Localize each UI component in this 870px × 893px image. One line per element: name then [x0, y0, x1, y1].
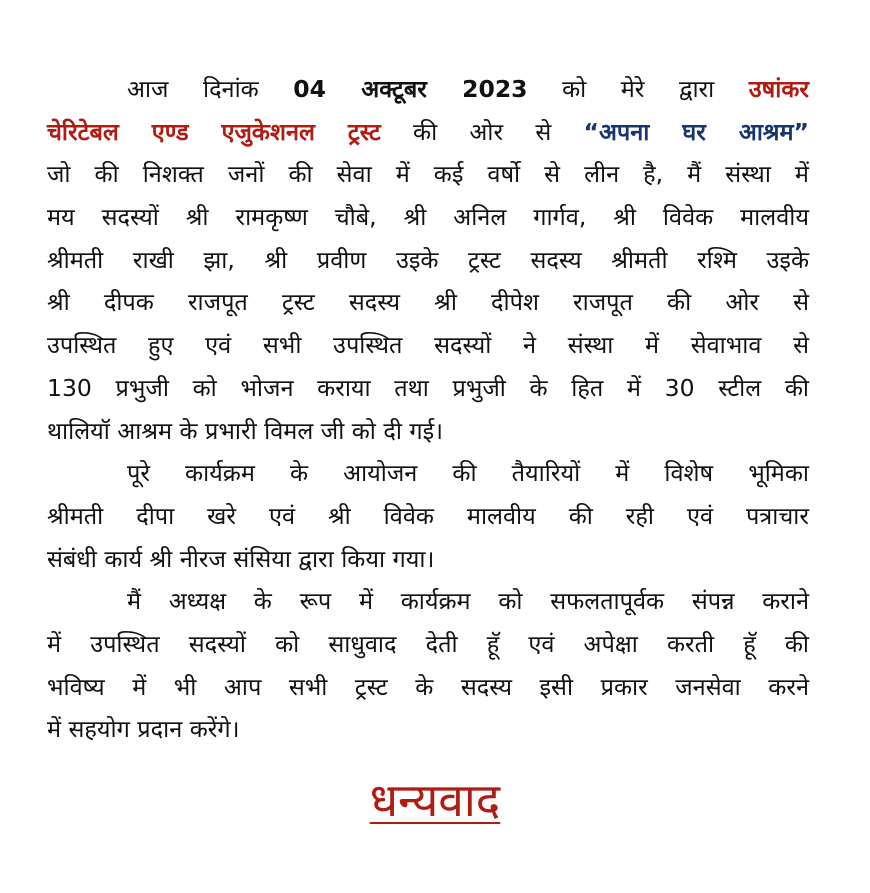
paragraph-3 [47, 580, 809, 751]
paragraph-1-line-1 [47, 68, 809, 111]
paragraph-2-line-3: संबंधी कार्य श्री नीरज संसिया द्वारा किया गया। [47, 544, 435, 573]
paragraph-1 [47, 68, 809, 452]
paragraph-3-line-1: मैं अध्यक्ष के रूप में कार्यक्रम को सफलतापूर्वक संपन्न कराने [127, 587, 809, 616]
paragraph-1-line-9: थालियॉ आश्रम के प्रभारी विमल जी को दी गई। [47, 416, 444, 445]
event-date: 04 अक्टूबर 2023 [293, 75, 528, 103]
paragraph-2-line-1: पूरे कार्यक्रम के आयोजन की तैयारियों में विशेष भूमिका [127, 459, 809, 488]
paragraph-3-line-3: भविष्य में भी आप सभी ट्रस्ट के सदस्य इसी प्रकार जनसेवा करने [47, 672, 809, 701]
paragraph-1-line-3: जो की निशक्त जनों की सेवा में कई वर्षो से लीन है, मैं संस्था में [47, 160, 809, 189]
paragraph-1-line-7: उपस्थित हुए एवं सभी उपस्थित सदस्यों ने संस्था में सेवाभाव से [47, 331, 809, 360]
closing [0, 768, 870, 830]
paragraph-2 [47, 452, 809, 580]
paragraph-1-line-2 [47, 111, 809, 154]
paragraph-1-line-8: 130 प्रभुजी को भोजन कराया तथा प्रभुजी के हित में 30 स्टील की [47, 373, 809, 402]
paragraph-3-line-2: में उपस्थित सदस्यों को साधुवाद देती हूॅ एवं अपेक्षा करती हूॅ की [47, 629, 809, 658]
paragraph-1-line-6: श्री दीपक राजपूत ट्रस्ट सदस्य श्री दीपेश राजपूत की ओर से [47, 288, 809, 317]
paragraph-1-line-5: श्रीमती राखी झा, श्री प्रवीण उइके ट्रस्ट सदस्य श्रीमती रश्मि उइके [47, 245, 809, 274]
paragraph-2-line-2: श्रीमती दीपा खरे एवं श्री विवेक मालवीय की रही एवं पत्राचार [47, 501, 809, 530]
trust-name-part-1: उषांकर [748, 75, 809, 103]
text-segment: को मेरे द्वारा [527, 75, 749, 103]
thank-you-text: धन्यवाद [369, 773, 501, 827]
paragraph-1-line-4: मय सदस्यों श्री रामकृष्ण चौबे, श्री अनिल गार्गव, श्री विवेक मालवीय [47, 203, 809, 232]
text-segment: आज दिनांक [127, 75, 294, 103]
trust-name-part-2: चेरिटेबल एण्ड एजुकेशनल ट्रस्ट [47, 117, 381, 146]
letter-body [47, 68, 809, 751]
ashram-name: “अपना घर आश्रम” [583, 117, 809, 146]
paragraph-3-line-4: में सहयोग प्रदान करेंगे। [47, 715, 240, 744]
text-segment: की ओर से [380, 117, 584, 146]
